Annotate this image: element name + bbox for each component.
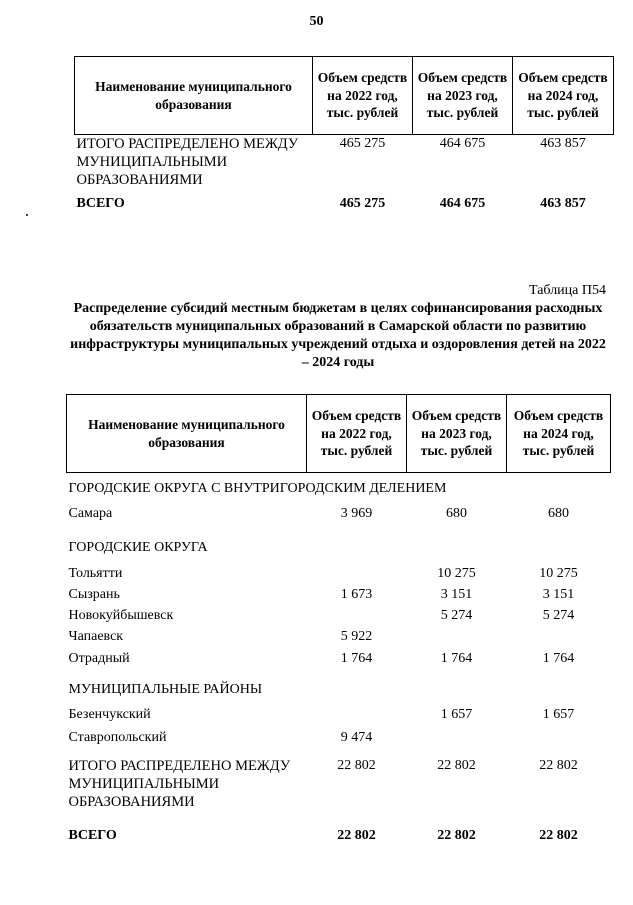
total-distributed-row	[75, 135, 614, 195]
value-2023: 22 802	[437, 827, 476, 843]
total-distributed-row	[67, 757, 611, 827]
value-2024	[507, 628, 611, 650]
scan-speck	[26, 214, 28, 216]
row-name: Самара	[68, 505, 113, 521]
header-2023: Объем средств на 2023 год, тыс. рублей	[413, 57, 513, 135]
value-2024: 463 857	[540, 136, 586, 151]
row-label: ИТОГО РАСПРЕДЕЛЕНО МЕЖДУ МУНИЦИПАЛЬНЫМИ ОБРАЗОВАНИЯМИ	[76, 136, 299, 188]
value-2024: 22 802	[539, 757, 578, 773]
table-row	[67, 628, 611, 650]
value-2024: 22 802	[539, 827, 578, 843]
row-name: Новокуйбышевск	[68, 607, 174, 623]
header-2024: Объем средств на 2024 год, тыс. рублей	[507, 395, 611, 473]
page-number: 50	[309, 14, 324, 29]
group-row	[67, 531, 611, 565]
group-heading: ГОРОДСКИЕ ОКРУГА С ВНУТРИГОРОДСКИМ ДЕЛЕНИЕМ	[68, 480, 447, 496]
value-2023: 464 675	[439, 136, 486, 151]
table-label: Таблица П54	[529, 283, 606, 298]
value-2022: 1 764	[340, 650, 373, 666]
value-2022	[307, 565, 407, 586]
header-2022: Объем средств на 2022 год, тыс. рублей	[313, 57, 413, 135]
table-row	[67, 565, 611, 586]
row-label: ВСЕГО	[68, 827, 117, 843]
value-2022: 22 802	[337, 757, 376, 773]
value-2024: 10 275	[539, 565, 578, 581]
row-label: ИТОГО РАСПРЕДЕЛЕНО МЕЖДУ МУНИЦИПАЛЬНЫМИ ОБРАЗОВАНИЯМИ	[68, 757, 291, 810]
value-2024: 3 151	[542, 586, 575, 602]
table-header-row	[75, 57, 614, 135]
value-2024: 680	[548, 505, 569, 521]
value-2023: 1 764	[440, 650, 473, 666]
header-2024: Объем средств на 2024 год, тыс. рублей	[513, 57, 614, 135]
value-2023	[407, 729, 507, 757]
row-name: Чапаевск	[68, 628, 124, 644]
value-2023: 22 802	[437, 757, 476, 773]
value-2023: 10 275	[437, 565, 476, 581]
value-2023: 1 657	[440, 706, 473, 722]
value-2022	[307, 607, 407, 628]
value-2023: 3 151	[440, 586, 473, 602]
value-2024: 1 764	[542, 650, 575, 666]
header-name: Наименование муниципального образования	[67, 395, 307, 473]
table-header-row	[67, 395, 611, 473]
value-2022: 465 275	[339, 136, 386, 151]
value-2022	[307, 706, 407, 729]
grand-total-row	[67, 827, 611, 849]
row-name: Отрадный	[68, 650, 130, 666]
group-row	[67, 473, 611, 505]
group-heading: ГОРОДСКИЕ ОКРУГА	[68, 539, 208, 555]
value-2022: 3 969	[340, 505, 373, 521]
value-2024: 463 857	[540, 195, 586, 211]
value-2024: 1 657	[542, 706, 575, 722]
value-2024	[507, 729, 611, 757]
value-2023: 5 274	[440, 607, 473, 623]
value-2022: 22 802	[337, 827, 376, 843]
group-heading: МУНИЦИПАЛЬНЫЕ РАЙОНЫ	[68, 681, 263, 697]
table-row	[67, 729, 611, 757]
value-2022: 9 474	[340, 729, 373, 745]
header-2023: Объем средств на 2023 год, тыс. рублей	[407, 395, 507, 473]
value-2022: 1 673	[340, 586, 373, 602]
value-2023: 680	[446, 505, 467, 521]
row-name: Тольятти	[68, 565, 123, 581]
table-p53-continuation	[74, 56, 614, 217]
value-2023: 464 675	[439, 195, 486, 211]
value-2024: 5 274	[542, 607, 575, 623]
table-p54	[66, 394, 611, 849]
table-row	[67, 706, 611, 729]
grand-total-row	[75, 195, 614, 217]
row-name: Безенчукский	[68, 706, 151, 722]
header-name: Наименование муниципального образования	[75, 57, 313, 135]
table-row	[67, 650, 611, 674]
value-2023	[407, 628, 507, 650]
header-2022: Объем средств на 2022 год, тыс. рублей	[307, 395, 407, 473]
row-name: Ставропольский	[68, 729, 167, 745]
row-label: ВСЕГО	[76, 195, 125, 211]
table-title: Распределение субсидий местным бюджетам в целях софинансирования расходных обязательств муниципальных образований в Самарской области по развитию инфраструктуры муниципальных учреждений отдыха и оздоровления детей на 2022 – 2024 годы	[70, 301, 606, 370]
table-row	[67, 505, 611, 531]
row-name: Сызрань	[68, 586, 120, 602]
value-2022: 5 922	[340, 628, 373, 644]
group-row	[67, 674, 611, 706]
value-2022: 465 275	[339, 195, 386, 211]
table-row	[67, 607, 611, 628]
table-row	[67, 586, 611, 607]
